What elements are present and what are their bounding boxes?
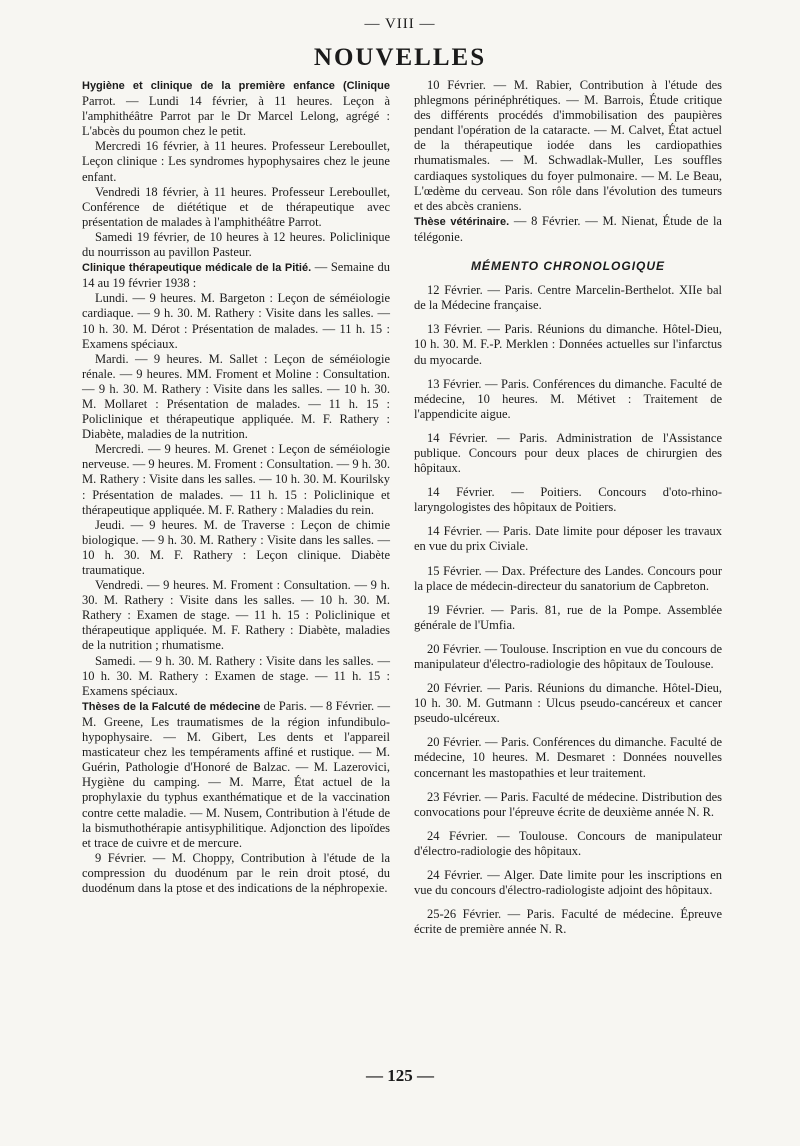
announcement-theses [82,699,390,851]
memento-item: 19 Février. — Paris. 81, rue de la Pompe. Assemblée générale de l'Umfia. [414,602,722,632]
memento-item: 24 Février. — Toulouse. Concours de manipulateur d'électro-radiologie des hôpitaux. [414,828,722,858]
right-column [414,78,722,937]
memento-item: 14 Février. — Paris. Administration de l'Assistance publique. Concours pour deux places de chirurgien des hôpitaux. [414,430,722,476]
memento-item: 20 Février. — Paris. Réunions du dimanche. Hôtel-Dieu, 10 h. 30. M. Gutmann : Ulcus pseudo-cancéreux et cancer pseudo-ulcéreux. [414,681,722,726]
announcement-body: — Semaine du 14 au 19 février 1938 : [82,260,390,291]
announcement-body: — 8 Février. — M. Nienat, Étude de la télégonie. [414,213,722,244]
announcement-heading: Thèse vétérinaire. [414,215,510,228]
page-number: — 125 — [366,1066,434,1085]
schedule-thursday: Jeudi. — 9 heures. M. de Traverse : Leçon de chimie biologique. — 9 h. 30. M. Rathery : Visite dans les salles. — 10 h. 30. M. F. Rathery : Leçon clinique. Diabète traumatique. [82,517,390,577]
left-column [82,78,390,896]
announcement-these-veterinaire [414,214,722,245]
paragraph: Vendredi 18 février, à 11 heures. Professeur Lereboullet, Conférence de diététique et de thérapeutique avec présentation de malades à l'amphithéâtre Parrot. [82,184,390,229]
schedule-monday: Lundi. — 9 heures. M. Bargeton : Leçon de séméiologie cardiaque. — 9 h. 30. M. Rathery : Visite dans les salles. — 10 h. 30. M. Dérot : Présentation de malades. — 11 h. 15 : Examens spéciaux. [82,291,390,351]
memento-item: 24 Février. — Alger. Date limite pour les inscriptions en vue du concours d'électro-radiologiste adjoint des hôpitaux. [414,868,722,898]
paragraph: Samedi 19 février, de 10 heures à 12 heures. Policlinique du nourrisson au pavillon Pasteur. [82,229,390,260]
memento-item: 23 Février. — Paris. Faculté de médecine. Distribution des convocations pour l'épreuve écrite de deuxième année N. R. [414,789,722,819]
memento-item: 14 Février. — Poitiers. Concours d'oto-rhino-laryngologistes des hôpitaux de Poitiers. [414,485,722,515]
memento-item: 14 Février. — Paris. Date limite pour déposer les travaux en vue du prix Civiale. [414,524,722,554]
paragraph: 10 Février. — M. Rabier, Contribution à l'étude des phlegmons périnéphrétiques. — M. Barrois, Étude critique des différents procédés d'immobilisation des paupières pendant l'opération de la cataracte. — M. Calvet, État actuel de la thérapeutique iodée dans les cardiopathies rhumatismales. — M. Schwadlak-Muller, Les souffles cardiaques systoliques du foyer pulmonaire. — M. Le Beau, L'œdème du cerveau. Son rôle dans l'évolution des tumeurs et des abcès craniens. [414,78,722,213]
schedule-friday: Vendredi. — 9 heures. M. Froment : Consultation. — 9 h. 30. M. Rathery : Visite dans les salles. — 10 h. 30. M. Rathery : Examen de stage. — 11 h. 15 : Policlinique et thérapeutique appliquée. M. F. Rathery : Diabète, maladies de la nutrition ; rhumatisme. [82,578,390,653]
memento-item: 20 Février. — Paris. Conférences du dimanche. Faculté de médecine, 10 heures. M. Desmaret : Données nouvelles concernant les mastopathies et leur traitement. [414,735,722,780]
announcement-heading: Hygiène et clinique de la première enfance (Clinique [82,80,390,92]
page-folio: — VIII — [364,16,436,32]
memento-item: 13 Février. — Paris. Conférences du dimanche. Faculté de médecine, 10 heures. M. Métivet : Traitement de l'appendicite aigue. [414,376,722,421]
announcement-body: Parrot. — Lundi 14 février, à 11 heures. Leçon à l'amphithéâtre Parrot par le Dr Marcel Lelong, agrégé : L'abcès du poumon chez le petit. [82,94,390,139]
announcement-heading: Clinique thérapeutique médicale de la Pitié. [82,262,312,275]
memento-item: 25-26 Février. — Paris. Faculté de médecine. Épreuve écrite de première année N. R. [414,907,722,937]
schedule-tuesday: Mardi. — 9 heures. M. Sallet : Leçon de séméiologie rénale. — 9 heures. MM. Froment et Moline : Consultation. — 9 h. 30. M. Rathery : Visite dans les salles. — 10 h. 30. M. Mollaret : Présentation de malades. — 11 h. 15 : Policlinique et thérapeutique appliquée. M. F. Rathery : Diabète, maladies de la nutrition. [82,351,390,442]
announcement-body: de Paris. — 8 Février. — M. Greene, Les traumatismes de la région infundibulo-hypophysaire. — M. Gibert, Les dents et l'appareil masticateur chez les tempéraments affiné et rustique. — M. Guérin, Pathologie d'Honoré de Balzac. — M. Lazerovici, Hygiène du camping. — M. Marre, État actuel de la prophylaxie du typhus exanthématique et de la vaccination contre cette maladie. — M. Nusem, Contribution à l'étude de la bismuthothérapie antisyphilitique. Adjonction des lipoïdes et trace de cuivre et de mercure. [82,698,390,850]
announcement-clinique-parrot [82,78,390,139]
memento-item: 13 Février. — Paris. Réunions du dimanche. Hôtel-Dieu, 10 h. 30. M. F.-P. Merklen : Données actuelles sur l'infarctus du myocarde. [414,322,722,367]
section-title: NOUVELLES [313,44,487,71]
memento-title: MÉMENTO CHRONOLOGIQUE [470,259,666,274]
schedule-wednesday: Mercredi. — 9 heures. M. Grenet : Leçon de séméiologie nerveuse. — 9 heures. M. Froment : Consultation. — 9 h. 30. M. Rathery : Visite dans les salles. — 10 h. 30. M. Kourilsky : Présentation de malades. — 11 h. 15 : Policlinique et thérapeutique appliquée. M. F. Rathery : Maladies du rein. [82,442,390,517]
announcement-heading: Thèses de la Falcuté de médecine [82,700,261,713]
announcement-pitie [82,260,390,291]
paragraph: Mercredi 16 février, à 11 heures. Professeur Lereboullet, Leçon clinique : Les syndromes hypophysaires chez le jeune enfant. [82,139,390,184]
memento-item: 20 Février. — Toulouse. Inscription en vue du concours de manipulateur d'électro-radiologie des hôpitaux de Toulouse. [414,641,722,671]
memento-item: 12 Février. — Paris. Centre Marcelin-Berthelot. XIIe bal de la Médecine française. [414,283,722,313]
schedule-saturday: Samedi. — 9 h. 30. M. Rathery : Visite dans les salles. — 10 h. 30. M. Rathery : Examen de stage. — 11 h. 15 : Examens spéciaux. [82,653,390,698]
memento-item: 15 Février. — Dax. Préfecture des Landes. Concours pour la place de médecin-directeur du sanatorium de Capbreton. [414,563,722,593]
paragraph: 9 Février. — M. Choppy, Contribution à l'étude de la compression du duodénum par le rein droit ptosé, du duodénum dans la ptose et des indications de la néphropexie. [82,850,390,895]
